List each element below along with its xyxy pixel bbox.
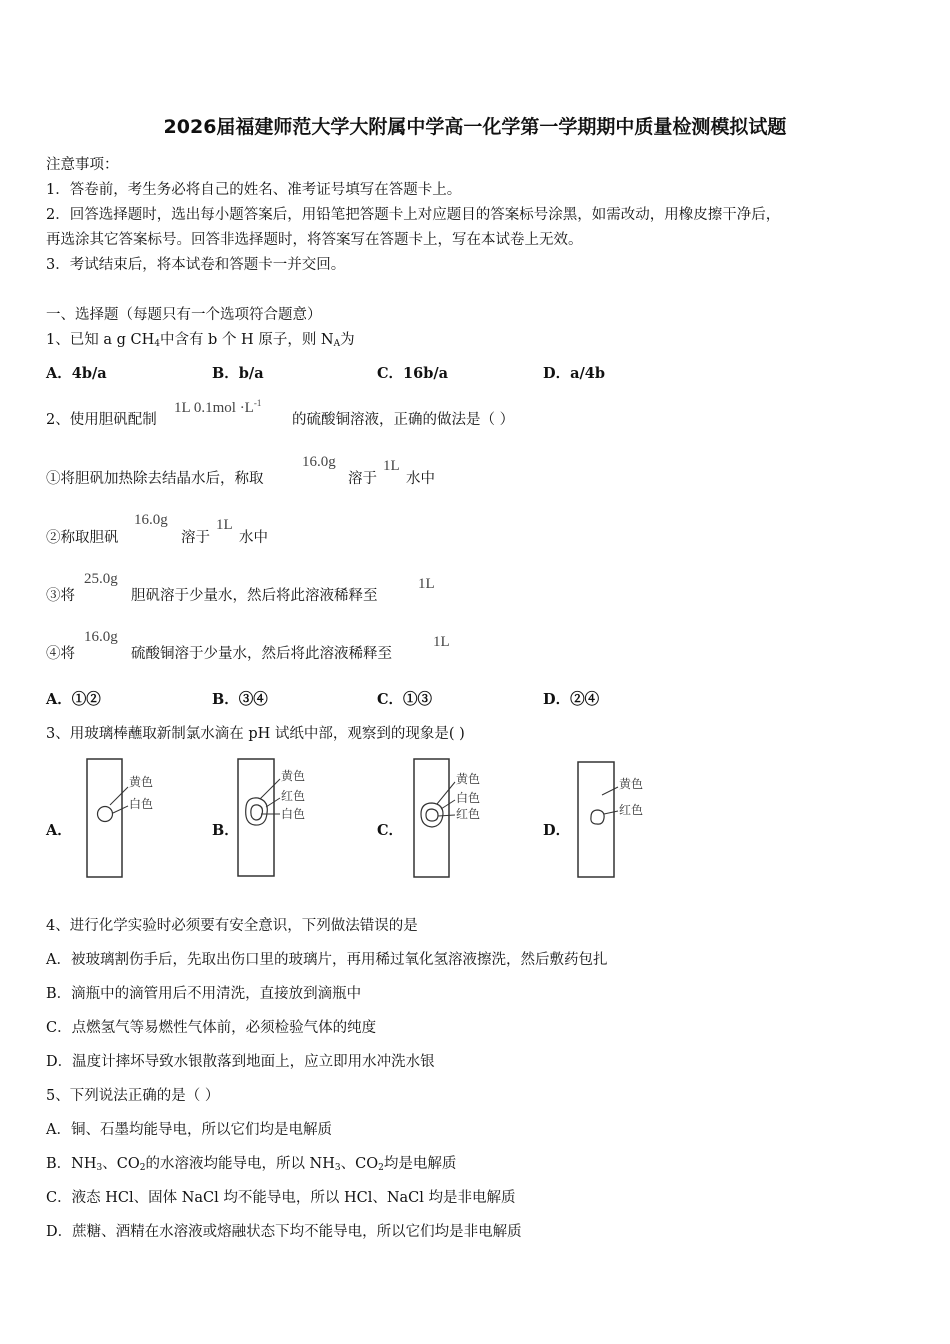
q2-s1-text-end: 水中 — [406, 471, 435, 487]
q2-s4-text: 硫酸铜溶于少量水，然后将此溶液稀释至 — [131, 646, 392, 662]
page-title: 2026届福建师范大学大附属中学高一化学第一学期期中质量检测模拟试题 — [163, 116, 787, 138]
q3-option-a[interactable]: A． — [46, 822, 72, 839]
q3-b-label-yellow: 黄色 — [281, 769, 306, 783]
q2-s3-mass: 25.0g — [84, 571, 118, 587]
q2-s3-volume: 1L — [418, 576, 435, 592]
q2-option-b[interactable]: B．③④ — [212, 691, 268, 708]
question-2-stem-start: 2、使用胆矾配制 — [46, 412, 157, 428]
q3-c-label-red: 红色 — [456, 807, 481, 821]
q2-s4-volume: 1L — [433, 634, 450, 650]
q3-figure-a — [80, 757, 180, 882]
q3-c-label-white: 白色 — [456, 791, 481, 805]
q3-option-b[interactable]: B． — [212, 822, 239, 839]
q2-statement-1: ①将胆矾加热除去结晶水后，称取 — [46, 471, 264, 487]
q2-s2-volume: 1L — [216, 517, 233, 533]
q3-b-label-white: 白色 — [281, 807, 306, 821]
q2-s3-text: 胆矾溶于少量水，然后将此溶液稀释至 — [131, 588, 378, 604]
q2-s4-mass: 16.0g — [84, 629, 118, 645]
q3-b-label-red: 红色 — [281, 789, 306, 803]
q1-option-c[interactable]: C．16b/a — [377, 365, 449, 382]
q3-figure-c — [407, 757, 507, 882]
question-3-stem: 3、用玻璃棒蘸取新制氯水滴在 pH 试纸中部，观察到的现象是( ) — [46, 726, 465, 742]
q4-option-b[interactable]: B．滴瓶中的滴管用后不用清洗，直接放到滴瓶中 — [46, 986, 362, 1002]
q4-option-a[interactable]: A．被玻璃割伤手后，先取出伤口里的玻璃片，再用稀过氧化氢溶液擦洗，然后敷药包扎 — [46, 952, 608, 968]
q5-option-d[interactable]: D．蔗糖、酒精在水溶液或熔融状态下均不能导电，所以它们均是非电解质 — [46, 1224, 522, 1240]
section-heading: 一、选择题（每题只有一个选项符合题意） — [46, 307, 322, 323]
q3-a-label-yellow: 黄色 — [129, 775, 154, 789]
q5-option-a[interactable]: A．铜、石墨均能导电，所以它们均是电解质 — [46, 1122, 332, 1138]
q3-c-label-yellow: 黄色 — [456, 772, 481, 786]
q2-s1-text: 溶于 — [348, 471, 377, 487]
q1-option-d[interactable]: D．a/4b — [543, 365, 605, 382]
q3-d-label-yellow: 黄色 — [619, 777, 644, 791]
q2-s2-text-end: 水中 — [239, 530, 268, 546]
q3-option-c[interactable]: C． — [377, 822, 404, 839]
q2-concentration: 1L $0.1mol \cdot L^{-1}$ — [174, 398, 262, 416]
q1-option-a[interactable]: A．4b/a — [46, 365, 107, 382]
q2-s1-mass: 16.0g — [302, 454, 336, 470]
q3-d-label-red: 红色 — [619, 803, 644, 817]
notice-item: 3．考试结束后，将本试卷和答题卡一并交回。 — [46, 257, 346, 273]
q2-s2-mass: 16.0g — [134, 512, 168, 528]
notice-item: 再选涂其它答案标号。回答非选择题时，将答案写在答题卡上，写在本试卷上无效。 — [46, 232, 583, 248]
q2-statement-3: ③将 — [46, 588, 75, 604]
notice-item: 1．答卷前，考生务必将自己的姓名、准考证号填写在答题卡上。 — [46, 182, 462, 198]
q2-option-a[interactable]: A．①② — [46, 691, 101, 708]
q2-statement-4: ④将 — [46, 646, 75, 662]
q2-s1-volume: 1L — [383, 458, 400, 474]
q3-option-d[interactable]: D． — [543, 822, 571, 839]
q5-option-c[interactable]: C．液态 HCl、固体 NaCl 均不能导电，所以 HCl、NaCl 均是非电解质 — [46, 1190, 516, 1206]
q3-figure-d — [572, 757, 672, 882]
question-1-stem: 1、已知 a g $CH_4$中含有 b 个 H 原子，则 $N_A$为 — [46, 332, 355, 349]
q4-option-d[interactable]: D．温度计摔坏导致水银散落到地面上，应立即用水冲洗水银 — [46, 1054, 435, 1070]
q1-option-b[interactable]: B．b/a — [212, 365, 264, 382]
q2-option-c[interactable]: C．①③ — [377, 691, 433, 708]
question-5-stem: 5、下列说法正确的是（ ） — [46, 1088, 220, 1104]
q3-a-label-white: 白色 — [129, 797, 154, 811]
notice-item: 2．回答选择题时，选出每小题答案后，用铅笔把答题卡上对应题目的答案标号涂黑，如需改动，用橡皮擦干净后， — [46, 207, 781, 223]
notice-heading: 注意事项： — [46, 157, 119, 173]
question-4-stem: 4、进行化学实验时必须要有安全意识，下列做法错误的是 — [46, 918, 418, 934]
q5-option-b[interactable]: B．$NH_3$、$CO_2$的水溶液均能导电，所以 $NH_3$、$CO_2$均是电解质 — [46, 1156, 457, 1173]
question-2-stem-end: 的硫酸铜溶液，正确的做法是（ ） — [292, 412, 515, 428]
q3-figure-b — [232, 757, 332, 882]
q2-option-d[interactable]: D．②④ — [543, 691, 600, 708]
q4-option-c[interactable]: C．点燃氢气等易燃性气体前，必须检验气体的纯度 — [46, 1020, 377, 1036]
q2-s2-text: 溶于 — [181, 530, 210, 546]
q2-statement-2: ②称取胆矾 — [46, 530, 119, 546]
